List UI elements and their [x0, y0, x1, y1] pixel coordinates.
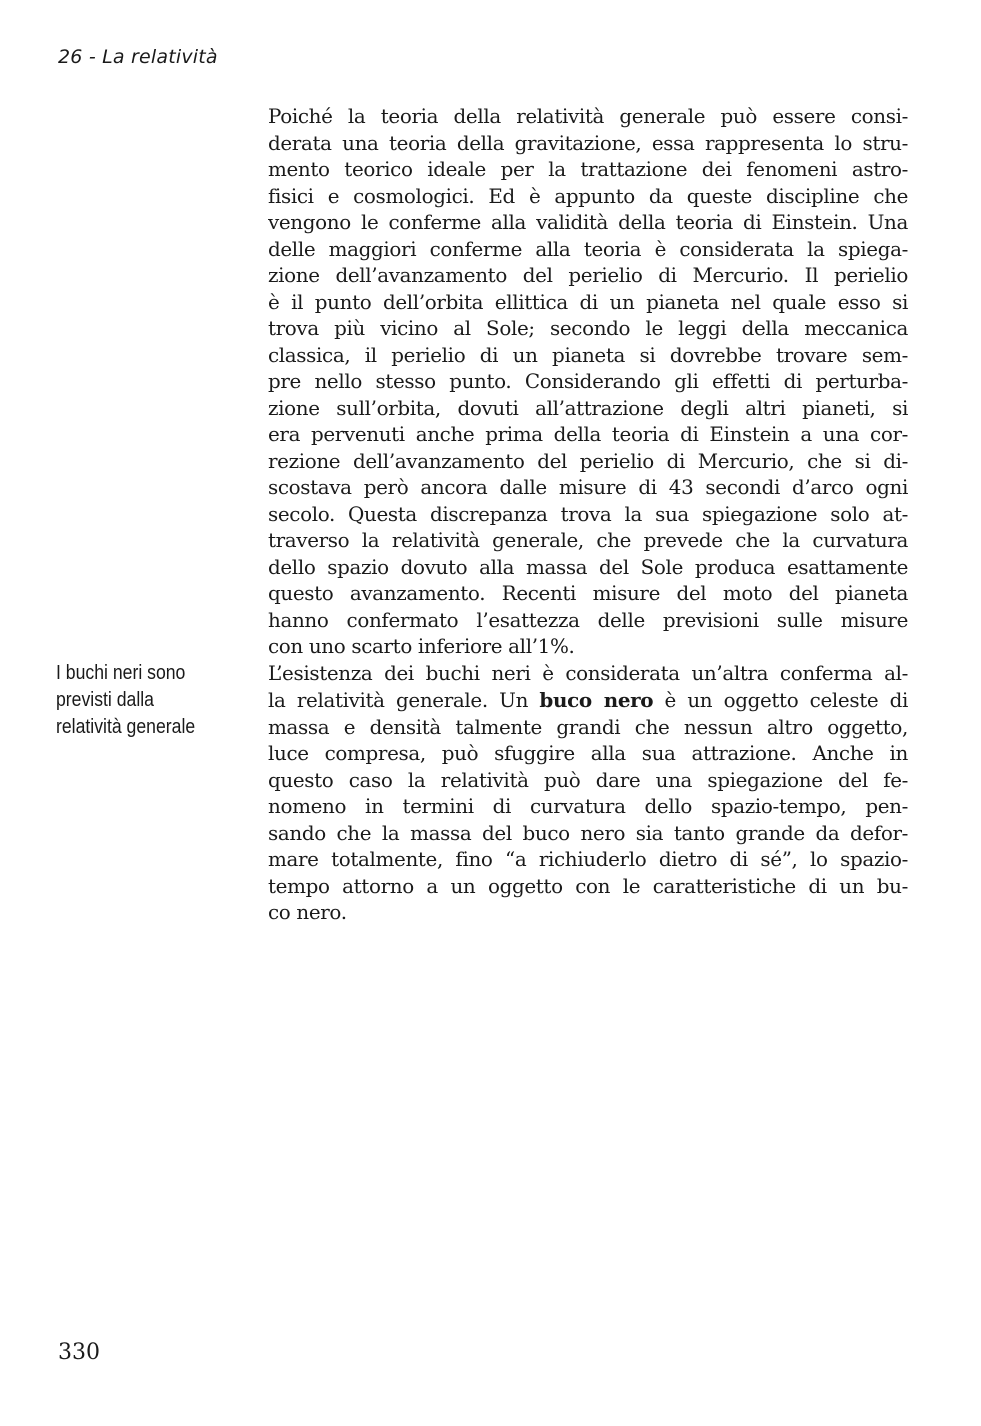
text-line: traverso la relatività generale, che prevede che la curvatura [268, 529, 908, 552]
text-line: hanno confermato l’esattezza delle previsioni sulle misure [268, 608, 908, 632]
text-line: mento teorico ideale per la trattazione dei fenomeni astro- [268, 158, 908, 181]
body-text [268, 104, 908, 927]
text-line: zione sull’orbita, dovuti all’attrazione degli altri pianeti, si [268, 396, 908, 420]
text-line: era pervenuti anche prima della teoria di Einstein a una cor- [268, 423, 908, 446]
text-line: pre nello stesso punto. Considerando gli effetti di perturba- [268, 370, 908, 393]
text-line: nomeno in termini di curvatura dello spazio-tempo, pen- [268, 795, 908, 818]
running-head: 26 - La relatività [58, 46, 218, 68]
text-line: delle maggiori conferme alla teoria è considerata la spiega- [268, 237, 908, 261]
text-line: trova più vicino al Sole; secondo le leggi della meccanica [268, 317, 908, 340]
text-line: con uno scarto inferiore all’1%. [268, 635, 575, 658]
text-run: è un oggetto celeste di [653, 689, 908, 712]
text-line: co nero. [268, 901, 347, 924]
page-number: 330 [58, 1340, 100, 1365]
text-line: è il punto dell’orbita ellittica di un pianeta nel quale esso si [268, 290, 908, 314]
margin-note-line: I buchi neri sono [56, 661, 186, 684]
text-line: Poiché la teoria della relatività generale può essere consi- [268, 105, 908, 128]
margin-note-line: relatività generale [56, 715, 196, 738]
text-line: derata una teoria della gravitazione, essa rappresenta lo stru- [268, 131, 908, 155]
text-line: massa e densità talmente grandi che nessun altro oggetto, [268, 715, 908, 739]
text-line: scostava però ancora dalle misure di 43 secondi d’arco ogni [268, 476, 908, 499]
text-line: sando che la massa del buco nero sia tanto grande da defor- [268, 821, 908, 845]
text-line: fisici e cosmologici. Ed è appunto da queste discipline che [268, 184, 908, 208]
text-run: la relatività generale. Un [268, 689, 540, 712]
paragraph-black-holes [268, 661, 908, 927]
text-line: vengono le conferme alla validità della teoria di Einstein. Una [268, 211, 908, 234]
text-line: rezione dell’avanzamento del perielio di Mercurio, che si di- [268, 449, 908, 473]
text-line: tempo attorno a un oggetto con le caratteristiche di un bu- [268, 874, 908, 898]
margin-note [56, 659, 219, 740]
key-term-buco-nero: buco nero [539, 688, 654, 712]
text-line: questo caso la relatività può dare una spiegazione del fe- [268, 768, 908, 792]
paragraph-gravitation [268, 104, 908, 661]
text-line: luce compresa, può sfuggire alla sua attrazione. Anche in [268, 742, 908, 765]
text-line: questo avanzamento. Recenti misure del moto del pianeta [268, 582, 908, 605]
text-line [268, 687, 908, 715]
text-line: mare totalmente, fino “a richiuderlo dietro di sé”, lo spazio- [268, 848, 908, 871]
text-line: L’esistenza dei buchi neri è considerata un’altra conferma al- [268, 661, 908, 685]
text-line: secolo. Questa discrepanza trova la sua spiegazione solo at- [268, 502, 908, 526]
text-line: classica, il perielio di un pianeta si dovrebbe trovare sem- [268, 343, 908, 367]
text-line: zione dell’avanzamento del perielio di Mercurio. Il perielio [268, 264, 908, 287]
text-line: dello spazio dovuto alla massa del Sole produca esattamente [268, 555, 908, 579]
margin-note-line: previsti dalla [56, 688, 154, 711]
